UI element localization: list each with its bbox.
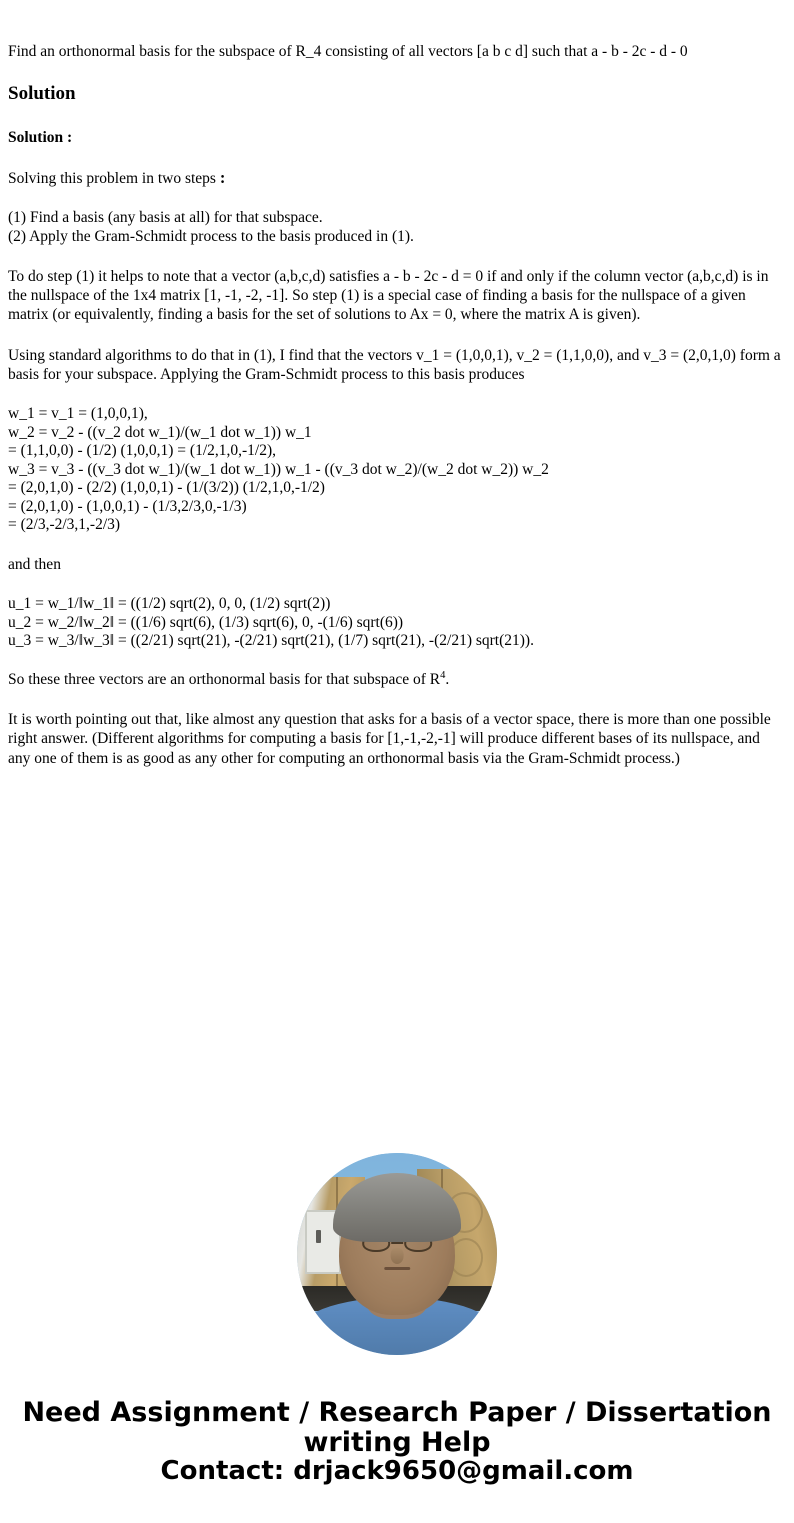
solution-subheading: Solution : (8, 129, 73, 147)
unit-vector-line-1: u_1 = w_1/‖w_1‖ = ((1/2) sqrt(2), 0, 0, (1/2) sqrt(2)) (8, 595, 331, 613)
intro-line (8, 168, 786, 189)
gs-line-4: w_3 = v_3 - ((v_3 dot w_1)/(w_1 dot w_1)) w_1 - ((v_3 dot w_2)/(w_2 dot w_2)) w_2 (8, 460, 549, 478)
paragraph-basis: Using standard algorithms to do that in (1), I find that the vectors v_1 = (1,0,0,1), v_2 = (1,1,0,0), and v_3 = (2,0,1,0) form a basis for your subspace. Applying the Gram-Schmidt process to this basis produces (8, 346, 781, 384)
gram-schmidt-block (8, 405, 786, 534)
footer-promo (0, 1398, 794, 1486)
gs-line-6: = (2,0,1,0) - (1,0,0,1) - (1/3,2/3,0,-1/3) (8, 497, 247, 515)
unit-vector-line-2: u_2 = w_2/‖w_2‖ = ((1/6) sqrt(6), (1/3) sqrt(6), 0, -(1/6) sqrt(6)) (8, 613, 404, 631)
solution-heading: Solution (8, 83, 76, 105)
closing-note: It is worth pointing out that, like almost any question that asks for a basis of a vector space, there is more than one possible right answer. (Different algorithms for computing a basis for [1,-1,-2,-1] will produce different bases of its nullspace, and any one of them is as good as any other for computing an orthonormal basis via the Gram-Schmidt process.) (8, 710, 771, 767)
gs-line-3: = (1,1,0,0) - (1/2) (1,0,0,1) = (1/2,1,0,-1/2), (8, 442, 277, 460)
step-item-1: (1) Find a basis (any basis at all) for that subspace. (8, 209, 323, 227)
intro-text: Solving this problem in two steps (8, 169, 216, 187)
gs-line-1: w_1 = v_1 = (1,0,0,1), (8, 405, 148, 423)
gs-line-5: = (2,0,1,0) - (2/2) (1,0,0,1) - (1/(3/2)) (1/2,1,0,-1/2) (8, 479, 325, 497)
footer-line-1: Need Assignment / Research Paper / Dissertation (22, 1397, 772, 1428)
conclusion-line (8, 670, 786, 689)
gs-line-2: w_2 = v_2 - ((v_2 dot w_1)/(w_1 dot w_1)) w_1 (8, 423, 312, 441)
avatar-photo (297, 1153, 497, 1355)
avatar (297, 1153, 497, 1355)
question-statement: Find an orthonormal basis for the subspace of R_4 consisting of all vectors [a b c d] such that a - b - 2c - d - 0 (8, 43, 688, 60)
step-item-2: (2) Apply the Gram-Schmidt process to the basis produced in (1). (8, 227, 414, 245)
unit-vectors-block (8, 595, 786, 650)
gs-line-7: = (2/3,-2/3,1,-2/3) (8, 516, 121, 534)
steps-list (8, 209, 786, 246)
paragraph-nullspace: To do step (1) it helps to note that a vector (a,b,c,d) satisfies a - b - 2c - d = 0 if and only if the column vector (a,b,c,d) is in the nullspace of the 1x4 matrix [1, -1, -2, -1]. So step (1) is a special case of finding a basis for the nullspace of a given matrix (or equivalently, finding a basis for the set of solutions to Ax = 0, where the matrix A is given). (8, 267, 769, 324)
footer-line-3: Contact: drjack9650@gmail.com (160, 1456, 634, 1487)
intro-colon: : (219, 167, 226, 187)
and-then-text: and then (8, 555, 61, 573)
footer-line-2: writing Help (303, 1426, 491, 1458)
conclusion-text: So these three vectors are an orthonormal basis for that subspace of R (8, 671, 441, 689)
conclusion-superscript: 4 (440, 670, 446, 682)
conclusion-period: . (445, 671, 450, 689)
photo-mouth (384, 1267, 410, 1270)
unit-vector-line-3: u_3 = w_3/‖w_3‖ = ((2/21) sqrt(21), -(2/21) sqrt(21), (1/7) sqrt(21), -(2/21) sqrt(21)). (8, 631, 534, 649)
